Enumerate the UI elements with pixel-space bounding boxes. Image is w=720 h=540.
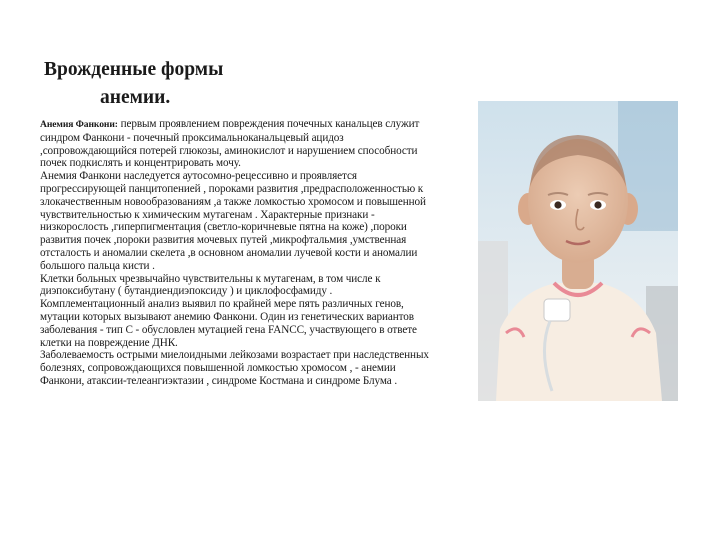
slide-title — [44, 56, 304, 112]
lead-term: Анемия Фанкони: — [40, 119, 118, 130]
paragraph-1 — [40, 118, 440, 170]
child-patient-photo — [478, 101, 678, 401]
medical-dressing — [544, 299, 570, 321]
paragraph-3: Клетки больных чрезвычайно чувствительны к мутагенам, в том числе к диэпоксибутану ( бутандиендиэпоксиду ) и циклофосфамиду . — [40, 272, 381, 298]
paragraph-5: Заболеваемость острыми миелоидными лейкозами возрастает при наследственных болезнях, сопровождающихся повышенной ломкостью хромосом , - анемии Фанкони, атаксии-телеангиэктазии , синдроме Костмана и синдроме Блума . — [40, 349, 429, 387]
paragraph-4: Комплементационный анализ выявил по крайней мере пять различных генов, мутации которых вызывают анемию Фанкони. Один из генетических вариантов заболевания - тип С - обусловлен мутацией гена FANCC, участвующего в ответе клетки на повреждение ДНК. — [40, 298, 417, 349]
paragraph-2: Анемия Фанкони наследуется аутосомно-рецессивно и проявляется прогрессирующей панцитопенией , пороками развития ,предрасположенностью к злокачественным новообразованиям ,а также ломкостью хромосом и повышенной чувствительностью к химическим мутагенам . Характерные признаки - низкорослость ,гиперпигментация (светло-коричневые пятна на коже) ,пороки развития почек ,пороки развития мочевых путей ,микрофтальмия ,умственная отсталость и аномалии скелета ,в основном аномалии лучевой кости и аномалии большого пальца кисти . — [40, 170, 426, 272]
photo-illustration — [478, 101, 678, 401]
slide-body — [40, 118, 440, 388]
paragraph-text: первым проявлением повреждения почечных канальцев служит синдром Фанкони - почечный проксимальноканальцевый ацидоз ,сопровождающийся потерей глюкозы, аминокислот и нарушением способности почек подкислять и концентрировать мочу. — [40, 118, 420, 170]
slide-title-line1: Врожденные формы — [44, 59, 224, 80]
slide-title-line2: анемии. — [100, 87, 171, 108]
